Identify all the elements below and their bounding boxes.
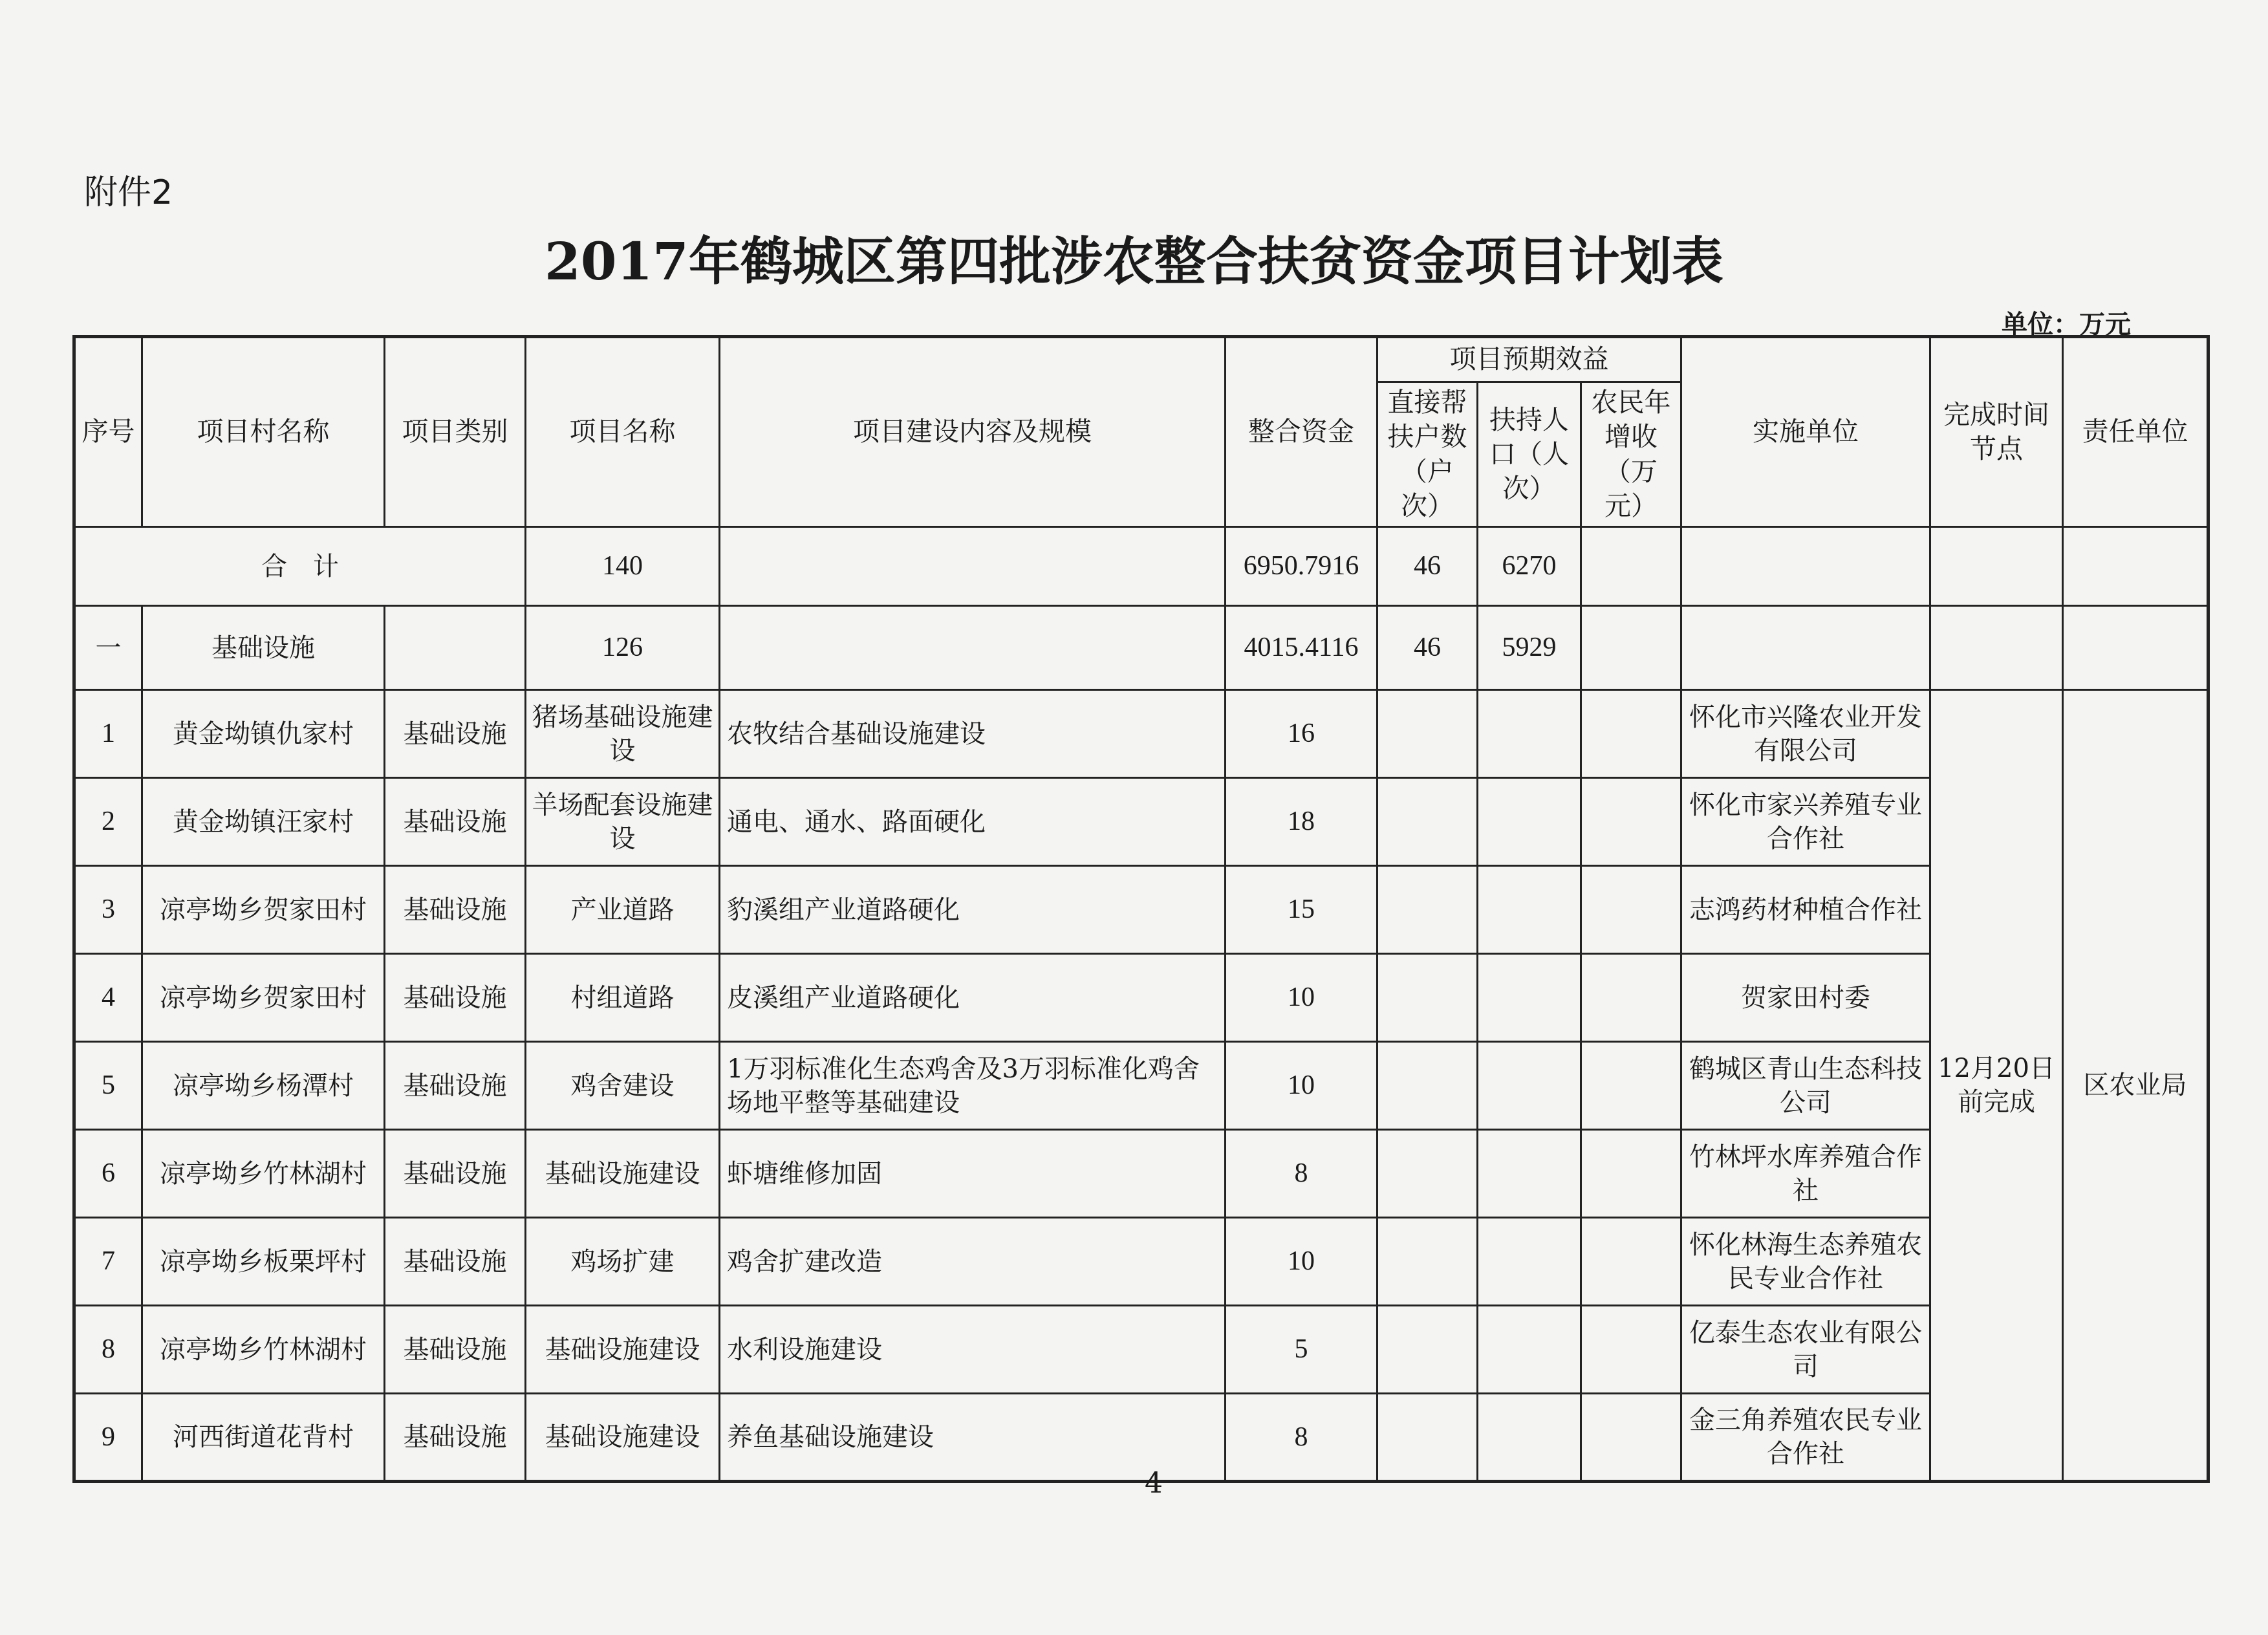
header-row-top <box>74 337 2209 382</box>
category-income <box>1581 606 1681 690</box>
row-seq: 6 <box>74 1130 142 1218</box>
row-content: 通电、通水、路面硬化 <box>720 778 1226 866</box>
total-responsible <box>2063 527 2209 606</box>
row-implementer: 金三角养殖农民专业合作社 <box>1681 1394 1930 1482</box>
row-category: 基础设施 <box>385 1394 526 1482</box>
table-row <box>74 866 2209 954</box>
row-content: 1万羽标准化生态鸡舍及3万羽标准化鸡舍场地平整等基础建设 <box>720 1042 1226 1130</box>
header-population: 扶持人口（人次） <box>1478 382 1581 527</box>
row-category: 基础设施 <box>385 954 526 1042</box>
table-row <box>74 1394 2209 1482</box>
project-plan-table <box>72 335 2210 1483</box>
row-funds: 10 <box>1226 1218 1377 1306</box>
row-seq: 5 <box>74 1042 142 1130</box>
row-households <box>1377 866 1478 954</box>
row-content: 农牧结合基础设施建设 <box>720 690 1226 778</box>
total-implementer <box>1681 527 1930 606</box>
row-funds: 8 <box>1226 1130 1377 1218</box>
document-title: 2017年鹤城区第四批涉农整合扶贫资金项目计划表 <box>545 231 1723 292</box>
row-income <box>1581 1394 1681 1482</box>
row-seq: 2 <box>74 778 142 866</box>
row-implementer: 鹤城区青山生态科技公司 <box>1681 1042 1930 1130</box>
category-count: 126 <box>526 606 720 690</box>
header-responsible: 责任单位 <box>2063 337 2209 527</box>
page-number: 4 <box>1145 1467 1163 1500</box>
row-income <box>1581 1218 1681 1306</box>
row-seq: 8 <box>74 1306 142 1394</box>
category-content <box>720 606 1226 690</box>
total-count: 140 <box>526 527 720 606</box>
shared-completion: 12月20日前完成 <box>1930 690 2063 1482</box>
row-income <box>1581 778 1681 866</box>
row-households <box>1377 1130 1478 1218</box>
row-population <box>1478 1218 1581 1306</box>
row-implementer: 竹林坪水库养殖合作社 <box>1681 1130 1930 1218</box>
total-label: 合 计 <box>74 527 526 606</box>
row-population <box>1478 1394 1581 1482</box>
row-village: 凉亭坳乡板栗坪村 <box>142 1218 385 1306</box>
table-row <box>74 690 2209 778</box>
row-village: 凉亭坳乡竹林湖村 <box>142 1130 385 1218</box>
table-row <box>74 1218 2209 1306</box>
unit-label: 单位：万元 <box>2002 309 2131 340</box>
row-population <box>1478 1306 1581 1394</box>
row-implementer: 怀化市兴隆农业开发有限公司 <box>1681 690 1930 778</box>
row-category: 基础设施 <box>385 1306 526 1394</box>
row-project-name: 基础设施建设 <box>526 1394 720 1482</box>
row-project-name: 猪场基础设施建设 <box>526 690 720 778</box>
header-income: 农民年增收（万元） <box>1581 382 1681 527</box>
row-households <box>1377 954 1478 1042</box>
category-responsible <box>2063 606 2209 690</box>
row-village: 黄金坳镇汪家村 <box>142 778 385 866</box>
table-row <box>74 778 2209 866</box>
row-population <box>1478 778 1581 866</box>
total-population: 6270 <box>1478 527 1581 606</box>
table-row <box>74 1042 2209 1130</box>
row-village: 河西街道花背村 <box>142 1394 385 1482</box>
row-funds: 18 <box>1226 778 1377 866</box>
row-project-name: 鸡舍建设 <box>526 1042 720 1130</box>
category-funds: 4015.4116 <box>1226 606 1377 690</box>
category-implementer <box>1681 606 1930 690</box>
row-village: 凉亭坳乡贺家田村 <box>142 866 385 954</box>
row-implementer: 怀化市家兴养殖专业合作社 <box>1681 778 1930 866</box>
category-type <box>385 606 526 690</box>
total-income <box>1581 527 1681 606</box>
row-category: 基础设施 <box>385 778 526 866</box>
total-funds: 6950.7916 <box>1226 527 1377 606</box>
row-village: 凉亭坳乡杨潭村 <box>142 1042 385 1130</box>
row-funds: 10 <box>1226 954 1377 1042</box>
row-population <box>1478 866 1581 954</box>
row-seq: 7 <box>74 1218 142 1306</box>
row-content: 养鱼基础设施建设 <box>720 1394 1226 1482</box>
row-income <box>1581 1042 1681 1130</box>
row-income <box>1581 954 1681 1042</box>
header-category: 项目类别 <box>385 337 526 527</box>
row-village: 凉亭坳乡竹林湖村 <box>142 1306 385 1394</box>
row-income <box>1581 866 1681 954</box>
row-population <box>1478 690 1581 778</box>
header-project-name: 项目名称 <box>526 337 720 527</box>
row-category: 基础设施 <box>385 1130 526 1218</box>
row-implementer: 志鸿药材种植合作社 <box>1681 866 1930 954</box>
row-implementer: 贺家田村委 <box>1681 954 1930 1042</box>
row-households <box>1377 1042 1478 1130</box>
row-funds: 10 <box>1226 1042 1377 1130</box>
row-funds: 8 <box>1226 1394 1377 1482</box>
row-category: 基础设施 <box>385 1042 526 1130</box>
row-population <box>1478 954 1581 1042</box>
row-seq: 4 <box>74 954 142 1042</box>
row-funds: 5 <box>1226 1306 1377 1394</box>
table-row <box>74 1306 2209 1394</box>
row-households <box>1377 690 1478 778</box>
row-households <box>1377 778 1478 866</box>
table-row <box>74 1130 2209 1218</box>
header-completion: 完成时间节点 <box>1930 337 2063 527</box>
row-category: 基础设施 <box>385 866 526 954</box>
row-content: 皮溪组产业道路硬化 <box>720 954 1226 1042</box>
row-content: 水利设施建设 <box>720 1306 1226 1394</box>
row-implementer: 怀化林海生态养殖农民专业合作社 <box>1681 1218 1930 1306</box>
total-households: 46 <box>1377 527 1478 606</box>
row-project-name: 村组道路 <box>526 954 720 1042</box>
row-funds: 15 <box>1226 866 1377 954</box>
row-income <box>1581 1130 1681 1218</box>
total-content <box>720 527 1226 606</box>
category-name: 基础设施 <box>142 606 385 690</box>
attachment-label: 附件2 <box>84 173 173 212</box>
row-income <box>1581 690 1681 778</box>
row-project-name: 基础设施建设 <box>526 1306 720 1394</box>
row-content: 鸡舍扩建改造 <box>720 1218 1226 1306</box>
category-row <box>74 606 2209 690</box>
row-category: 基础设施 <box>385 690 526 778</box>
category-completion <box>1930 606 2063 690</box>
row-funds: 16 <box>1226 690 1377 778</box>
header-households: 直接帮扶户数（户次） <box>1377 382 1478 527</box>
row-seq: 9 <box>74 1394 142 1482</box>
row-income <box>1581 1306 1681 1394</box>
row-project-name: 产业道路 <box>526 866 720 954</box>
row-category: 基础设施 <box>385 1218 526 1306</box>
table-row <box>74 954 2209 1042</box>
header-seq: 序号 <box>74 337 142 527</box>
row-village: 黄金坳镇仇家村 <box>142 690 385 778</box>
header-village: 项目村名称 <box>142 337 385 527</box>
row-content: 豹溪组产业道路硬化 <box>720 866 1226 954</box>
row-seq: 3 <box>74 866 142 954</box>
row-project-name: 鸡场扩建 <box>526 1218 720 1306</box>
header-benefit-group: 项目预期效益 <box>1377 337 1681 382</box>
row-population <box>1478 1130 1581 1218</box>
row-content: 虾塘维修加固 <box>720 1130 1226 1218</box>
row-seq: 1 <box>74 690 142 778</box>
total-completion <box>1930 527 2063 606</box>
header-implementer: 实施单位 <box>1681 337 1930 527</box>
row-village: 凉亭坳乡贺家田村 <box>142 954 385 1042</box>
category-households: 46 <box>1377 606 1478 690</box>
header-content: 项目建设内容及规模 <box>720 337 1226 527</box>
category-seq: 一 <box>74 606 142 690</box>
row-households <box>1377 1306 1478 1394</box>
header-funds: 整合资金 <box>1226 337 1377 527</box>
shared-responsible: 区农业局 <box>2063 690 2209 1482</box>
row-project-name: 羊场配套设施建设 <box>526 778 720 866</box>
row-households <box>1377 1394 1478 1482</box>
row-households <box>1377 1218 1478 1306</box>
row-implementer: 亿泰生态农业有限公司 <box>1681 1306 1930 1394</box>
total-row <box>74 527 2209 606</box>
category-population: 5929 <box>1478 606 1581 690</box>
row-population <box>1478 1042 1581 1130</box>
row-project-name: 基础设施建设 <box>526 1130 720 1218</box>
